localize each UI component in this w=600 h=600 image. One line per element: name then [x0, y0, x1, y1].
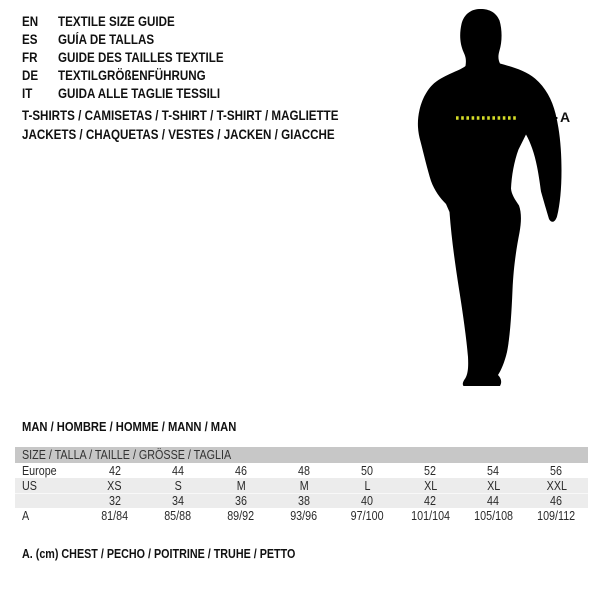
language-label: TEXTILE SIZE GUIDE	[58, 14, 175, 29]
table-cell: XXL	[546, 478, 567, 493]
table-cell: 44	[487, 494, 500, 508]
table-cell: 97/100	[350, 508, 384, 523]
table-cell: 38	[297, 494, 310, 508]
table-cell: 81/84	[101, 508, 129, 523]
table-cell: 52	[424, 463, 437, 478]
table-row-europe	[15, 463, 588, 478]
table-cell: 101/104	[410, 508, 450, 523]
table-row-a-chest	[15, 508, 588, 523]
language-row	[22, 13, 251, 31]
table-cell: S	[174, 478, 182, 493]
man-silhouette	[404, 4, 580, 396]
category-line-jackets: JACKETS / CHAQUETAS / VESTES / JACKEN / GIACCHE	[22, 127, 335, 142]
language-code: IT	[22, 86, 33, 101]
language-label: GUIDA ALLE TAGLIE TESSILI	[58, 86, 221, 101]
table-cell: M	[299, 478, 309, 493]
language-label: TEXTILGRÖßENFÜHRUNG	[58, 68, 206, 83]
row-label: A	[22, 508, 30, 523]
footnote-chest: A. (cm) CHEST / PECHO / POITRINE / TRUHE / PETTO	[22, 547, 296, 561]
table-cell: XS	[107, 478, 122, 493]
table-cell: 34	[171, 494, 184, 508]
language-row	[22, 49, 251, 67]
size-table	[15, 447, 588, 523]
language-code: DE	[22, 68, 39, 83]
category-line-tshirts: T-SHIRTS / CAMISETAS / T-SHIRT / T-SHIRT / MAGLIETTE	[22, 108, 339, 123]
table-cell: 109/112	[537, 508, 576, 523]
table-cell: 46	[550, 494, 563, 508]
row-label: Europe	[22, 463, 57, 478]
table-cell: 42	[424, 494, 437, 508]
table-cell: 105/108	[473, 508, 513, 523]
language-code: ES	[22, 32, 38, 47]
table-row-us	[15, 478, 588, 493]
section-title-man: MAN / HOMBRE / HOMME / MANN / MAN	[22, 419, 237, 434]
size-table-header-text: SIZE / TALLA / TAILLE / GRÖSSE / TAGLIA	[22, 448, 232, 462]
language-code: EN	[22, 14, 39, 29]
table-row-numeric	[15, 493, 588, 508]
table-cell: 93/96	[290, 508, 318, 523]
language-row	[22, 85, 251, 103]
language-row	[22, 67, 251, 85]
table-cell: 42	[108, 463, 121, 478]
table-cell: 40	[361, 494, 374, 508]
garment-categories	[22, 106, 390, 144]
man-silhouette-shape	[418, 9, 562, 386]
table-cell: 48	[297, 463, 310, 478]
language-list	[22, 13, 251, 103]
language-row	[22, 31, 251, 49]
measure-label-a: A	[560, 109, 571, 125]
size-table-header	[15, 447, 588, 463]
table-cell: XL	[486, 478, 500, 493]
table-cell: 44	[171, 463, 184, 478]
table-cell: 54	[487, 463, 500, 478]
row-label: US	[22, 478, 37, 493]
table-cell: 32	[108, 494, 121, 508]
table-cell: 50	[361, 463, 374, 478]
language-label: GUIDE DES TAILLES TEXTILE	[58, 50, 224, 65]
table-cell: 85/88	[164, 508, 192, 523]
language-label: GUÍA DE TALLAS	[58, 32, 155, 47]
table-cell: XL	[423, 478, 437, 493]
language-code: FR	[22, 50, 38, 65]
table-cell: 36	[234, 494, 247, 508]
table-cell: 89/92	[227, 508, 255, 523]
table-cell: 46	[234, 463, 247, 478]
table-cell: 56	[550, 463, 563, 478]
table-cell: L	[364, 478, 371, 493]
table-cell: M	[236, 478, 246, 493]
